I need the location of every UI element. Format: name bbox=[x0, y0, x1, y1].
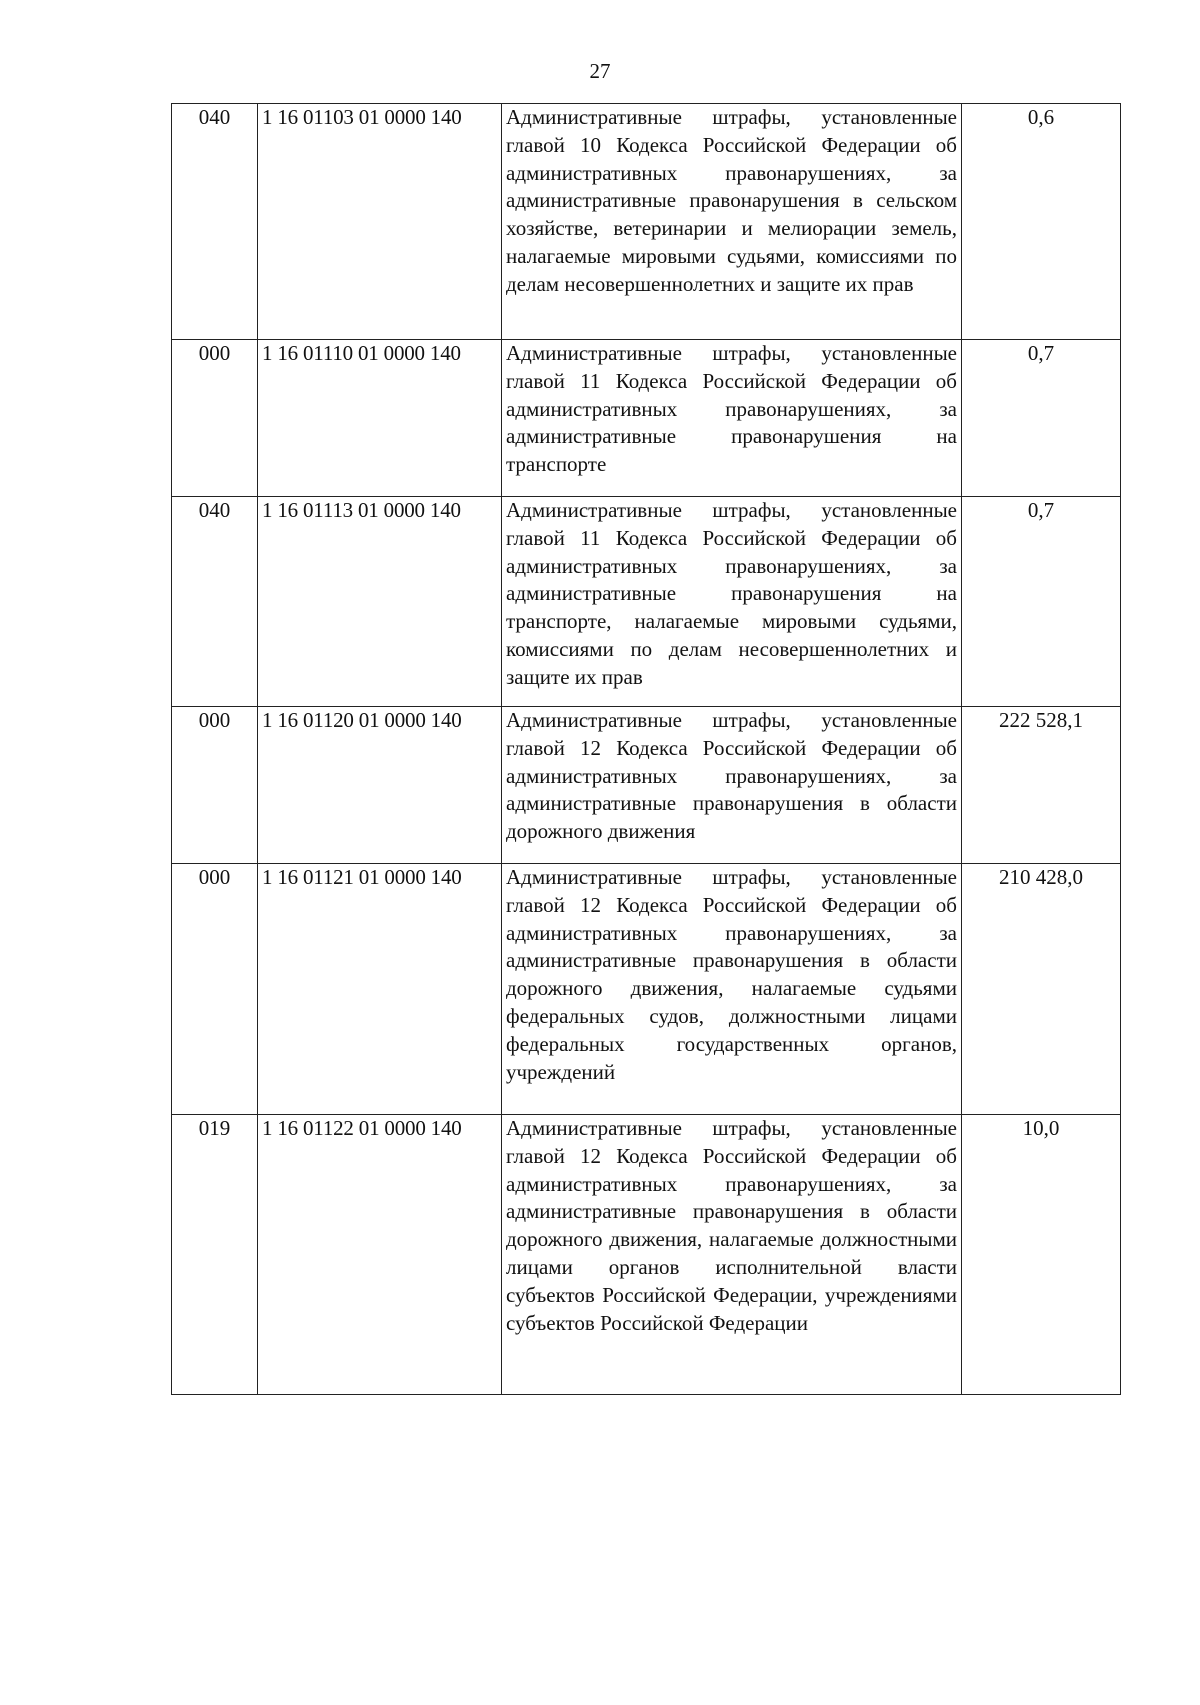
table-row bbox=[172, 707, 1121, 864]
budget-classification-code-cell: 1 16 01110 01 0000 140 bbox=[258, 340, 502, 497]
budget-classification-code-cell: 1 16 01121 01 0000 140 bbox=[258, 864, 502, 1115]
admin-code-cell: 000 bbox=[172, 864, 258, 1115]
revenue-name-cell: Административные штрафы, установленные главой 11 Кодекса Российской Федерации об административных правонарушениях, за административные правонарушения на транспорте, налагаемые мировыми судьями, комиссиями по делам несовершеннолетних и защите их прав bbox=[502, 497, 962, 707]
budget-classification-code-cell: 1 16 01113 01 0000 140 bbox=[258, 497, 502, 707]
revenue-name-cell: Административные штрафы, установленные главой 12 Кодекса Российской Федерации об административных правонарушениях, за административные правонарушения в области дорожного движения, налагаемые судьями федеральных судов, должностными лицами федеральных государственных органов, учреждений bbox=[502, 864, 962, 1115]
revenue-name-cell: Административные штрафы, установленные главой 10 Кодекса Российской Федерации об административных правонарушениях, за административные правонарушения в сельском хозяйстве, ветеринарии и мелиорации земель, налагаемые мировыми судьями, комиссиями по делам несовершеннолетних и защите их прав bbox=[502, 104, 962, 340]
amount-cell: 222 528,1 bbox=[962, 707, 1121, 864]
table-row bbox=[172, 497, 1121, 707]
table-row bbox=[172, 104, 1121, 340]
budget-classification-code-cell: 1 16 01103 01 0000 140 bbox=[258, 104, 502, 340]
budget-revenue-table bbox=[171, 103, 1121, 1395]
amount-cell: 0,7 bbox=[962, 497, 1121, 707]
revenue-name-cell: Административные штрафы, установленные главой 12 Кодекса Российской Федерации об административных правонарушениях, за административные правонарушения в области дорожного движения, налагаемые должностными лицами органов исполнительной власти субъектов Российской Федерации, учреждениями субъектов Российской Федерации bbox=[502, 1115, 962, 1395]
amount-cell: 0,7 bbox=[962, 340, 1121, 497]
revenue-name-cell: Административные штрафы, установленные главой 11 Кодекса Российской Федерации об административных правонарушениях, за административные правонарушения на транспорте bbox=[502, 340, 962, 497]
table-row bbox=[172, 864, 1121, 1115]
budget-classification-code-cell: 1 16 01120 01 0000 140 bbox=[258, 707, 502, 864]
page-number: 27 bbox=[589, 59, 611, 83]
amount-cell: 0,6 bbox=[962, 104, 1121, 340]
budget-classification-code-cell: 1 16 01122 01 0000 140 bbox=[258, 1115, 502, 1395]
table-row bbox=[172, 340, 1121, 497]
admin-code-cell: 000 bbox=[172, 340, 258, 497]
admin-code-cell: 040 bbox=[172, 104, 258, 340]
admin-code-cell: 019 bbox=[172, 1115, 258, 1395]
amount-cell: 210 428,0 bbox=[962, 864, 1121, 1115]
table-row bbox=[172, 1115, 1121, 1395]
amount-cell: 10,0 bbox=[962, 1115, 1121, 1395]
admin-code-cell: 000 bbox=[172, 707, 258, 864]
revenue-name-cell: Административные штрафы, установленные главой 12 Кодекса Российской Федерации об административных правонарушениях, за административные правонарушения в области дорожного движения bbox=[502, 707, 962, 864]
admin-code-cell: 040 bbox=[172, 497, 258, 707]
